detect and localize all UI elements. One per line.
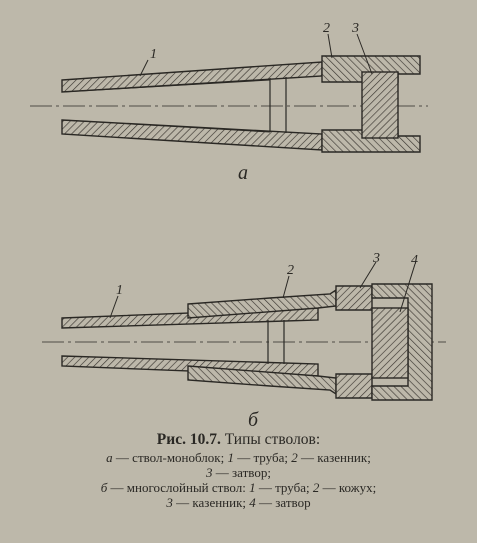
caption-line-1 xyxy=(0,450,477,465)
figure-b-callout-3: 3 xyxy=(373,251,380,266)
figure-b-leader-2 xyxy=(283,276,289,298)
caption-line-4 xyxy=(0,495,477,510)
figure-b-callout-2: 2 xyxy=(287,263,294,278)
figure-b-callout-1: 1 xyxy=(116,283,123,298)
caption-title-line xyxy=(0,432,477,447)
caption-line-2 xyxy=(0,465,477,480)
caption-b-n3: 3 xyxy=(166,495,173,510)
caption-a-n2: 2 xyxy=(291,450,298,465)
caption-b-text: — многослойный ствол: xyxy=(107,480,250,495)
caption-title: Типы стволов: xyxy=(224,431,321,448)
figure-b-drawing xyxy=(42,262,446,400)
figure-a-callout-2: 2 xyxy=(323,21,330,36)
caption-b-n4: 4 xyxy=(249,495,256,510)
caption-b-n2-text: — кожух; xyxy=(319,480,377,495)
figure-a-callout-1: 1 xyxy=(150,47,157,62)
figure-a-label: а xyxy=(238,162,248,184)
figure-b-breech-lower xyxy=(336,374,372,398)
caption-b-marker: б xyxy=(100,480,108,495)
figure-a-bolt xyxy=(362,72,398,138)
figure-b-breech-upper xyxy=(336,286,372,310)
caption-line-3 xyxy=(0,480,477,495)
figure-a-drawing xyxy=(30,34,428,152)
caption-prefix: Рис. 10.7. xyxy=(156,431,221,448)
caption-b-n3-text: — казенник; xyxy=(172,495,250,510)
caption-a-text: — ствол-моноблок; xyxy=(112,450,228,465)
figure-a-tube-lower xyxy=(62,120,322,150)
caption-a-marker: а xyxy=(106,450,113,465)
figure-a-leader-2 xyxy=(328,34,332,58)
figure-b-leader-1 xyxy=(110,296,118,318)
caption-a-n1-text: — труба; xyxy=(233,450,292,465)
caption-a-n3-text: — затвор; xyxy=(212,465,271,480)
figure-b-callout-4: 4 xyxy=(411,253,418,268)
caption-b-n1-text: — труба; xyxy=(255,480,313,495)
caption-b-n2: 2 xyxy=(312,480,320,495)
figure-a-tube-upper xyxy=(62,62,322,92)
caption-a-n1: 1 xyxy=(227,450,234,465)
caption-a-n3: 3 xyxy=(206,465,213,480)
figure-b-label: б xyxy=(248,409,259,430)
caption-a-n2-text: — казенник; xyxy=(297,450,371,465)
caption-b-n4-text: — затвор xyxy=(255,495,311,510)
figure-a-callout-3: 3 xyxy=(352,21,359,36)
figure-b-bolt xyxy=(372,308,408,378)
figure-caption xyxy=(0,432,477,510)
caption-b-n1: 1 xyxy=(249,480,256,495)
